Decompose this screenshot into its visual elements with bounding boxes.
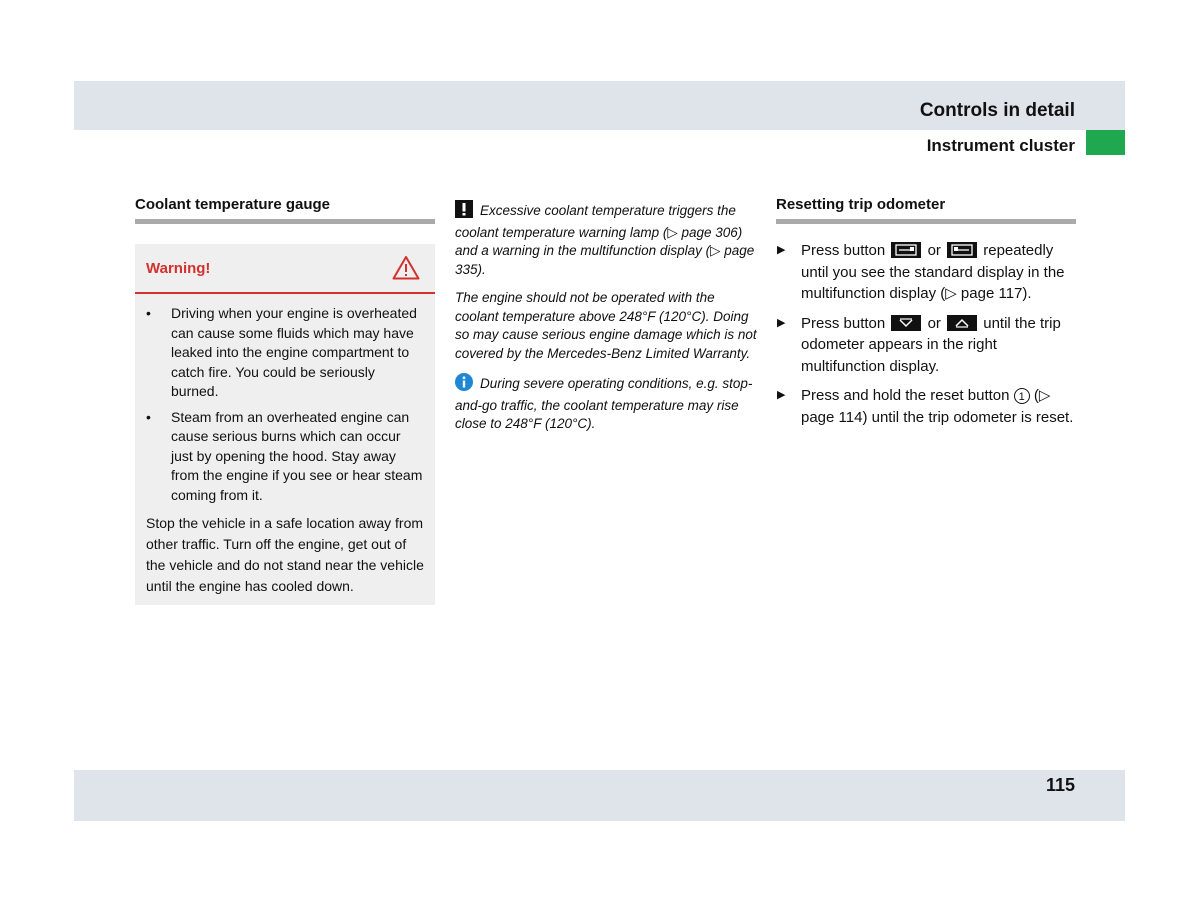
step-item: ▶ Press button or until the trip odometer appears in the right multifunction display. xyxy=(777,314,1061,375)
trip-odometer-column xyxy=(776,196,1076,436)
scroll-down-key-icon xyxy=(891,315,921,331)
caution-note: Excessive coolant temperature triggers the coolant temperature warning lamp (▷ page 306) and a warning in the multifunction display (▷ page 335). xyxy=(455,200,757,279)
warning-bullet: • Driving when your engine is overheated can cause some fluids which may have leaked into the engine compartment to catch fire. You could be seriously burned. xyxy=(146,305,417,399)
coolant-gauge-heading: Coolant temperature gauge xyxy=(135,196,435,224)
warning-bullets xyxy=(135,294,435,505)
warning-closing-text: Stop the vehicle in a safe location away from other traffic. Turn off the engine, get out of the vehicle and do not stand near the vehicle until the engine has cooled down. xyxy=(146,515,424,594)
page-number: 115 xyxy=(1045,775,1075,795)
step-item: ▶ Press and hold the reset button 1 (▷ page 114) until the trip odometer is reset. xyxy=(777,387,1074,426)
step-item: ▶ Press button or repeatedly until you see the standard display in the multifunction display (▷ page 117). xyxy=(777,242,1065,302)
section-tab-marker xyxy=(1086,130,1125,155)
info-note: During severe operating conditions, e.g. stop-and-go traffic, the coolant temperature may rise close to 248°F (120°C). xyxy=(455,373,757,434)
coolant-gauge-column xyxy=(135,196,435,605)
footer-band xyxy=(74,770,1125,821)
engine-damage-note: The engine should not be operated with the coolant temperature above 248°F (120°C). Doing so may cause serious engine damage which is not covered by the Mercedes-Benz Limited Warranty. xyxy=(455,290,757,361)
reset-button-number: 1 xyxy=(1014,388,1030,404)
display-page-forward-key-icon xyxy=(947,242,977,258)
scroll-up-key-icon xyxy=(947,315,977,331)
notes-column xyxy=(455,200,757,444)
exclamation-icon xyxy=(455,200,473,224)
section-title: Instrument cluster xyxy=(926,136,1075,155)
bullet-dot-icon: • xyxy=(146,408,151,425)
trip-odometer-heading: Resetting trip odometer xyxy=(776,196,1076,224)
chapter-title: Controls in detail xyxy=(919,100,1075,121)
warning-title: Warning! xyxy=(146,260,211,277)
triangle-right-icon: ▶ xyxy=(777,244,786,256)
warning-box xyxy=(135,244,435,605)
triangle-right-icon: ▶ xyxy=(777,389,786,401)
warning-header xyxy=(135,244,435,294)
steps-list xyxy=(776,240,1076,428)
triangle-right-icon: ▶ xyxy=(777,316,786,329)
bullet-dot-icon: • xyxy=(146,305,151,321)
warning-bullet: • Steam from an overheated engine can cause serious burns which can occur just by opening the hood. Stay away from the engine if you see or hear steam coming from it. xyxy=(146,408,423,503)
info-icon xyxy=(455,373,473,397)
warning-triangle-icon xyxy=(392,255,420,285)
display-page-back-key-icon xyxy=(891,242,921,258)
